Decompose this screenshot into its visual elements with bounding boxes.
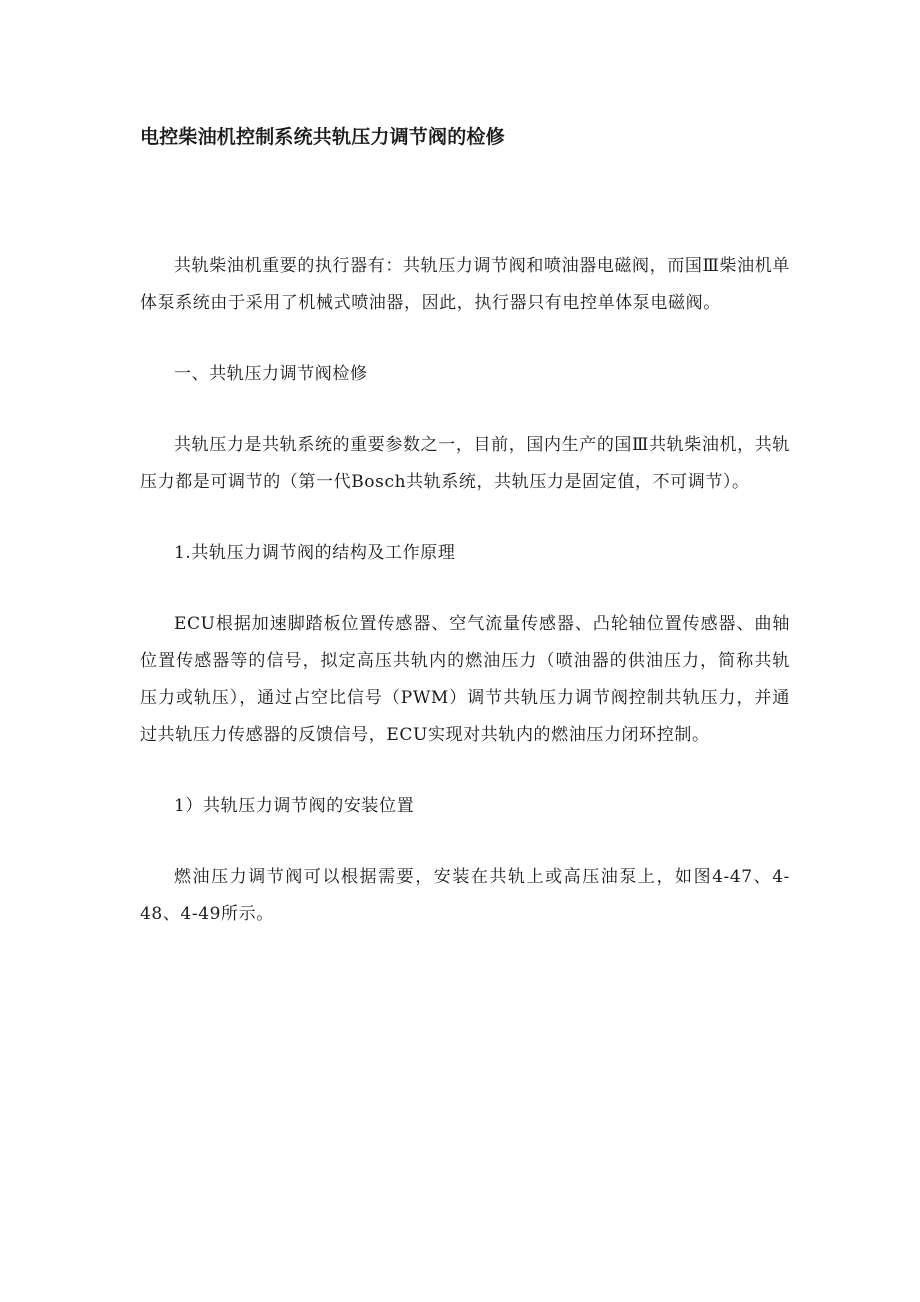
section-heading-1: 一、共轨压力调节阀检修	[174, 364, 368, 384]
ecu-control-paragraph: ECU根据加速脚踏板位置传感器、空气流量传感器、凸轮轴位置传感器、曲轴位置传感器等的信号，拟定高压共轨内的燃油压力（喷油器的供油压力，简称共轨压力或轨压），通过占空比信号（PWM）调节共轨压力调节阀控制共轨压力，并通过共轨压力传感器的反馈信号，ECU实现对共轨内的燃油压力闭环控制。	[140, 614, 790, 745]
document-title: 电控柴油机控制系统共轨压力调节阀的检修	[140, 126, 505, 148]
rail-pressure-paragraph: 共轨压力是共轨系统的重要参数之一，目前，国内生产的国Ⅲ共轨柴油机，共轨压力都是可调节的（第一代Bosch共轨系统，共轨压力是固定值，不可调节）。	[140, 435, 790, 492]
subsection-heading-location: 1）共轨压力调节阀的安装位置	[174, 796, 415, 816]
intro-paragraph: 共轨柴油机重要的执行器有：共轨压力调节阀和喷油器电磁阀，而国Ⅲ柴油机单体泵系统由于采用了机械式喷油器，因此，执行器只有电控单体泵电磁阀。	[140, 256, 790, 313]
installation-paragraph: 燃油压力调节阀可以根据需要，安装在共轨上或高压油泵上，如图4-47、4-48、4-49所示。	[140, 867, 790, 924]
subsection-heading-structure: 1.共轨压力调节阀的结构及工作原理	[174, 543, 456, 563]
document-body	[140, 248, 790, 967]
